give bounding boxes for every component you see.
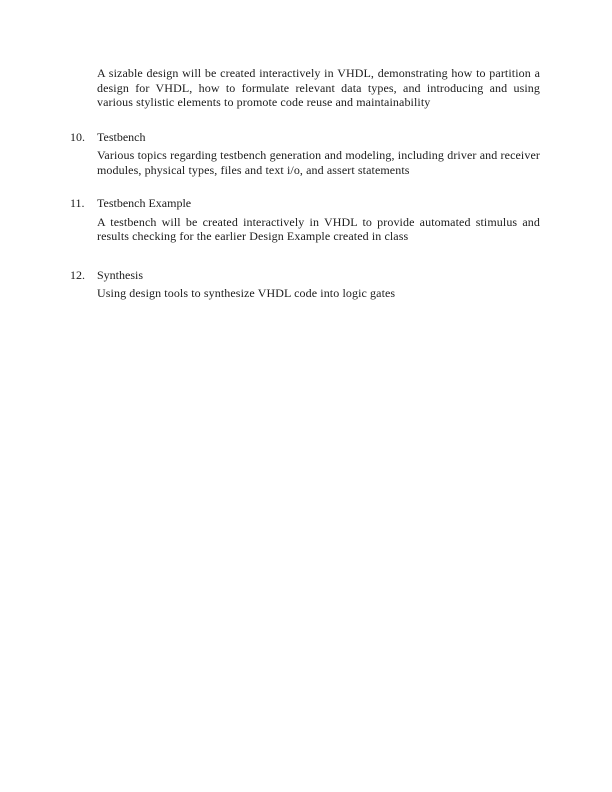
outline-content	[70, 66, 541, 301]
item-number: 10.	[70, 129, 85, 144]
item-body: A testbench will be created interactively in VHDL to provide automated stimulus and results checking for the earlier Design Example created in class	[97, 214, 540, 243]
item-text	[97, 196, 540, 244]
item-number: 12.	[70, 267, 85, 282]
item-body: Using design tools to synthesize VHDL code into logic gates	[97, 286, 396, 300]
item-body: Various topics regarding testbench generation and modeling, including driver and receiver modules, physical types, files and text i/o, and assert statements	[97, 148, 540, 177]
item-text	[97, 268, 540, 301]
outline-item-11	[70, 196, 541, 244]
intro-paragraph: A sizable design will be created interactively in VHDL, demonstrating how to partition a design for VHDL, how to formulate relevant data types, and introducing and using various stylistic elements to promote code reuse and maintainability	[97, 66, 540, 109]
item-title: Testbench	[97, 129, 146, 144]
outline-item-10	[70, 130, 541, 178]
item-title: Synthesis	[97, 267, 144, 282]
outline-item-12	[70, 268, 541, 301]
item-text	[97, 130, 540, 178]
item-title: Testbench Example	[97, 196, 192, 210]
item-number: 11.	[70, 196, 85, 210]
